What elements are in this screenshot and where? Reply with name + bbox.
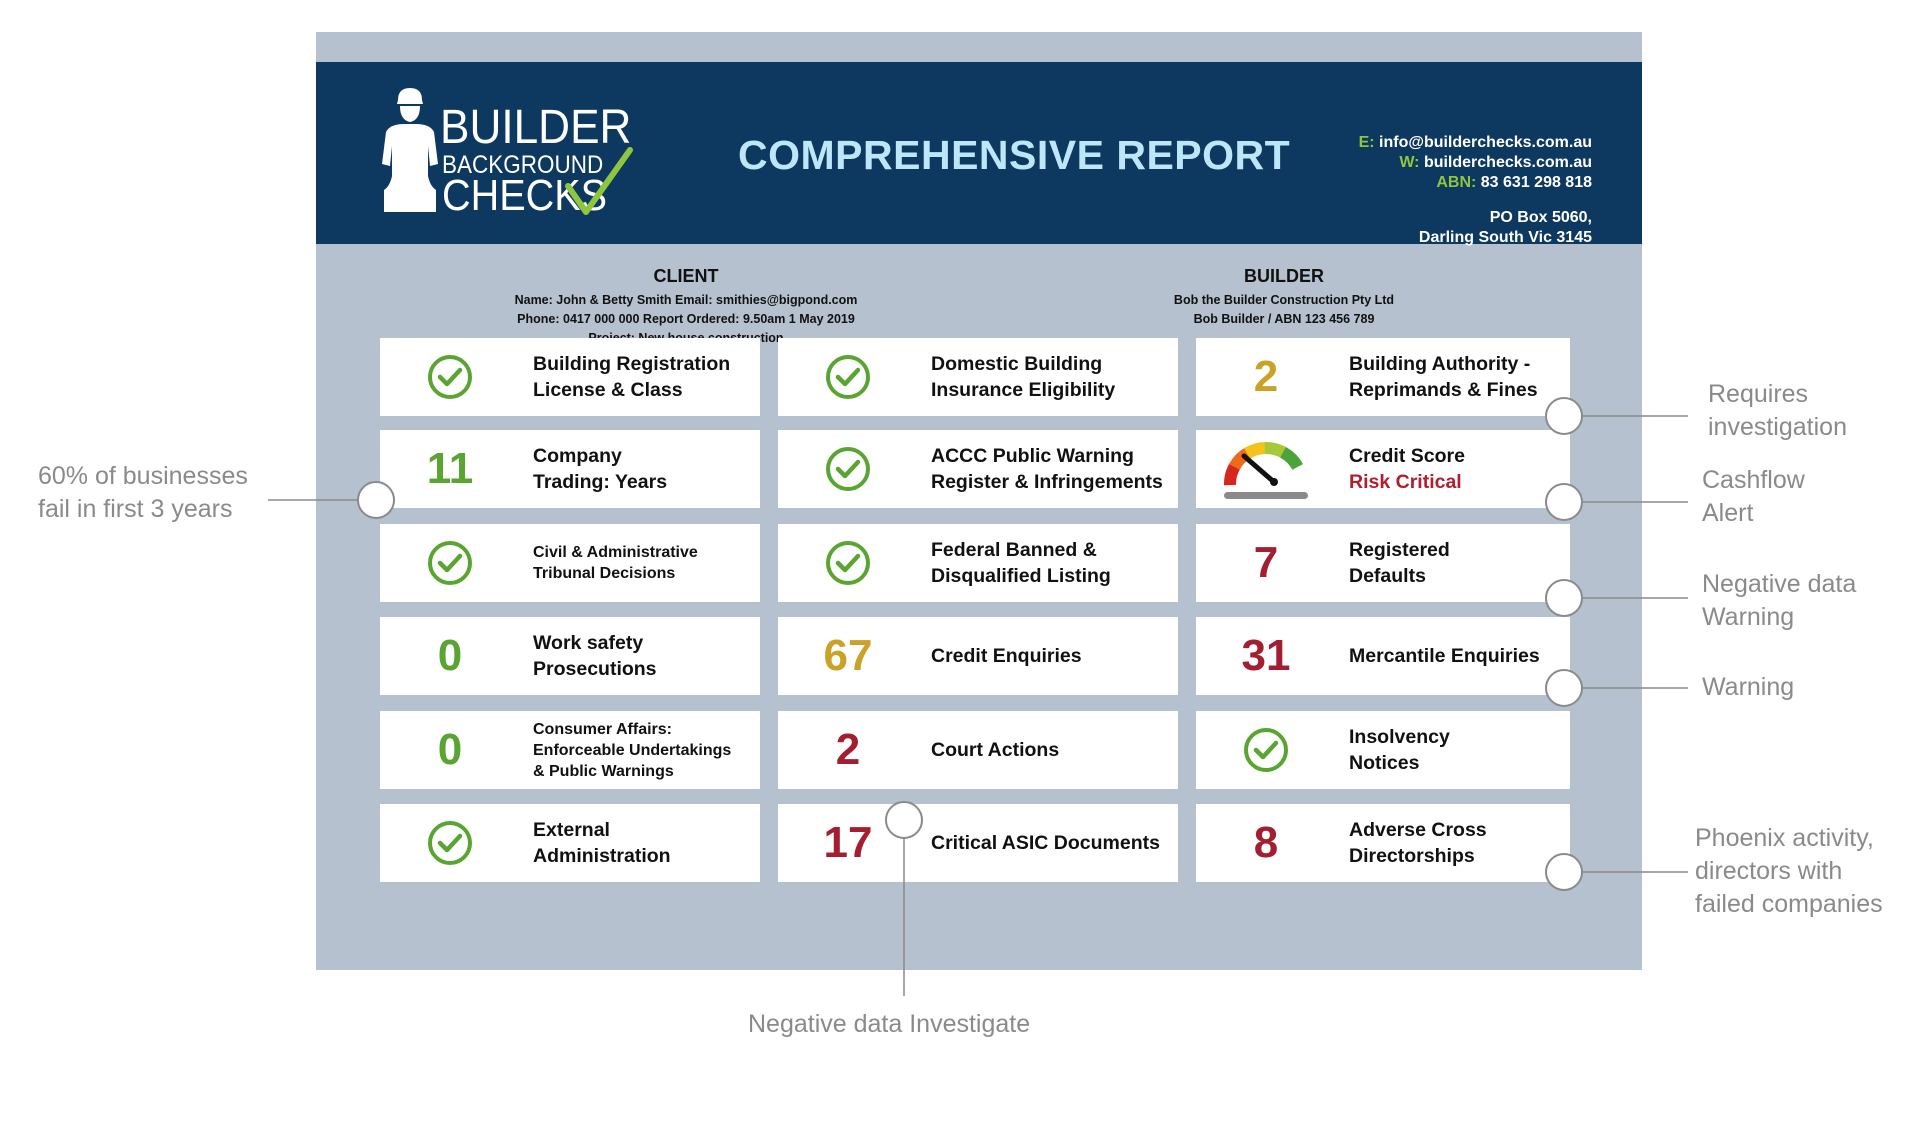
callout-marker-negative	[1546, 580, 1582, 616]
card-label-line: Domestic Building	[931, 353, 1103, 375]
report-title: COMPREHENSIVE REPORT	[738, 132, 1291, 178]
logo-word-builder: BUILDER	[440, 101, 632, 154]
card-value: 7	[1253, 538, 1279, 587]
website-link[interactable]: builderchecks.com.au	[1423, 154, 1592, 171]
address-line-1: PO Box 5060,	[1489, 209, 1592, 226]
card-value: 2	[1253, 352, 1279, 401]
callout-marker-warning	[1546, 670, 1582, 706]
logo-word-background: BACKGROUND	[442, 151, 604, 179]
card-label-line: Trading: Years	[533, 471, 668, 493]
callout-marker-phoenix	[1546, 854, 1582, 890]
card-label-line: Credit Enquiries	[931, 645, 1082, 667]
card-label-line: Court Actions	[931, 739, 1060, 761]
callout-marker-bottom	[886, 802, 922, 838]
card-value: 0	[437, 725, 463, 774]
contact-website: W: builderchecks.com.au	[1399, 154, 1592, 171]
card-label-line: Prosecutions	[533, 658, 657, 680]
card-label-line: Disqualified Listing	[931, 565, 1111, 587]
card-label-line: Civil & Administrative	[533, 544, 698, 561]
callout-marker-cashflow	[1546, 484, 1582, 520]
card-label-line: Risk Critical	[1349, 471, 1462, 493]
card-label-line: Administration	[533, 845, 671, 867]
callout-marker-requires	[1546, 398, 1582, 434]
card-label-line: Company	[533, 445, 622, 467]
contact-email: E: info@builderchecks.com.au	[1358, 134, 1592, 151]
builder-line-1: Bob the Builder Construction Pty Ltd	[1173, 293, 1395, 307]
card-label-line: External	[533, 819, 610, 841]
card-label-line: Federal Banned &	[931, 539, 1097, 561]
client-line-2: Phone: 0417 000 000 Report Ordered: 9.50am 1 May 2019	[517, 312, 855, 326]
annotation-negative-investigate: Negative data Investigate	[748, 1010, 1031, 1038]
card-value: 17	[823, 818, 873, 867]
callout-marker-left	[358, 482, 394, 518]
card-label-line: Consumer Affairs:	[533, 720, 672, 738]
card-label-line: Notices	[1349, 752, 1420, 774]
card-value: 31	[1241, 631, 1291, 680]
annotation-requires-investigation: Requires investigation	[1708, 380, 1847, 441]
card-label-line: Work safety	[533, 632, 644, 654]
card-label-line: Building Registration	[533, 353, 731, 375]
card-label-line: Critical ASIC Documents	[931, 832, 1160, 854]
card-value: 2	[835, 725, 861, 774]
annotation-phoenix-activity: Phoenix activity, directors with failed companies	[1695, 824, 1883, 918]
email-link[interactable]: info@builderchecks.com.au	[1379, 134, 1592, 151]
annotation-warning: Warning	[1702, 673, 1795, 701]
card-label-line: Mercantile Enquiries	[1349, 645, 1540, 667]
annotation-business-failure: 60% of businesses fail in first 3 years	[38, 462, 248, 523]
card-label-line: Insurance Eligibility	[931, 379, 1116, 401]
contact-abn: ABN: 83 631 298 818	[1436, 174, 1592, 191]
card-label-line: Directorships	[1349, 845, 1475, 867]
annotation-cashflow-alert: Cashflow Alert	[1702, 466, 1805, 527]
logo-word-checks: CHECKS	[442, 171, 608, 220]
card-label-line: Credit Score	[1349, 445, 1465, 467]
card-label-line: Registered	[1349, 539, 1450, 561]
card-label-line: ACCC Public Warning	[931, 445, 1134, 467]
card-label-line: Defaults	[1349, 565, 1426, 587]
card-label-line: Tribunal Decisions	[533, 565, 676, 582]
card-label-line: Building Authority -	[1349, 353, 1531, 375]
card-label-line: Register & Infringements	[931, 471, 1163, 493]
builder-heading: BUILDER	[1244, 266, 1324, 286]
card-label-line: Insolvency	[1349, 726, 1450, 748]
card-value: 11	[426, 444, 474, 493]
card-label-line: & Public Warnings	[533, 762, 674, 780]
card-label-line: License & Class	[533, 379, 683, 401]
card-label-line: Enforceable Undertakings	[533, 741, 732, 759]
annotation-negative-warning: Negative data Warning	[1702, 570, 1857, 631]
card-value: 67	[823, 631, 873, 680]
card-value: 0	[437, 631, 463, 680]
card-label-line: Adverse Cross	[1349, 819, 1487, 841]
address-line-2: Darling South Vic 3145	[1418, 229, 1592, 246]
builder-line-2: Bob Builder / ABN 123 456 789	[1193, 312, 1375, 326]
card-value: 8	[1253, 818, 1279, 867]
client-heading: CLIENT	[653, 266, 719, 286]
client-line-1: Name: John & Betty Smith Email: smithies@bigpond.com	[514, 293, 858, 307]
card-label-line: Reprimands & Fines	[1349, 379, 1538, 401]
